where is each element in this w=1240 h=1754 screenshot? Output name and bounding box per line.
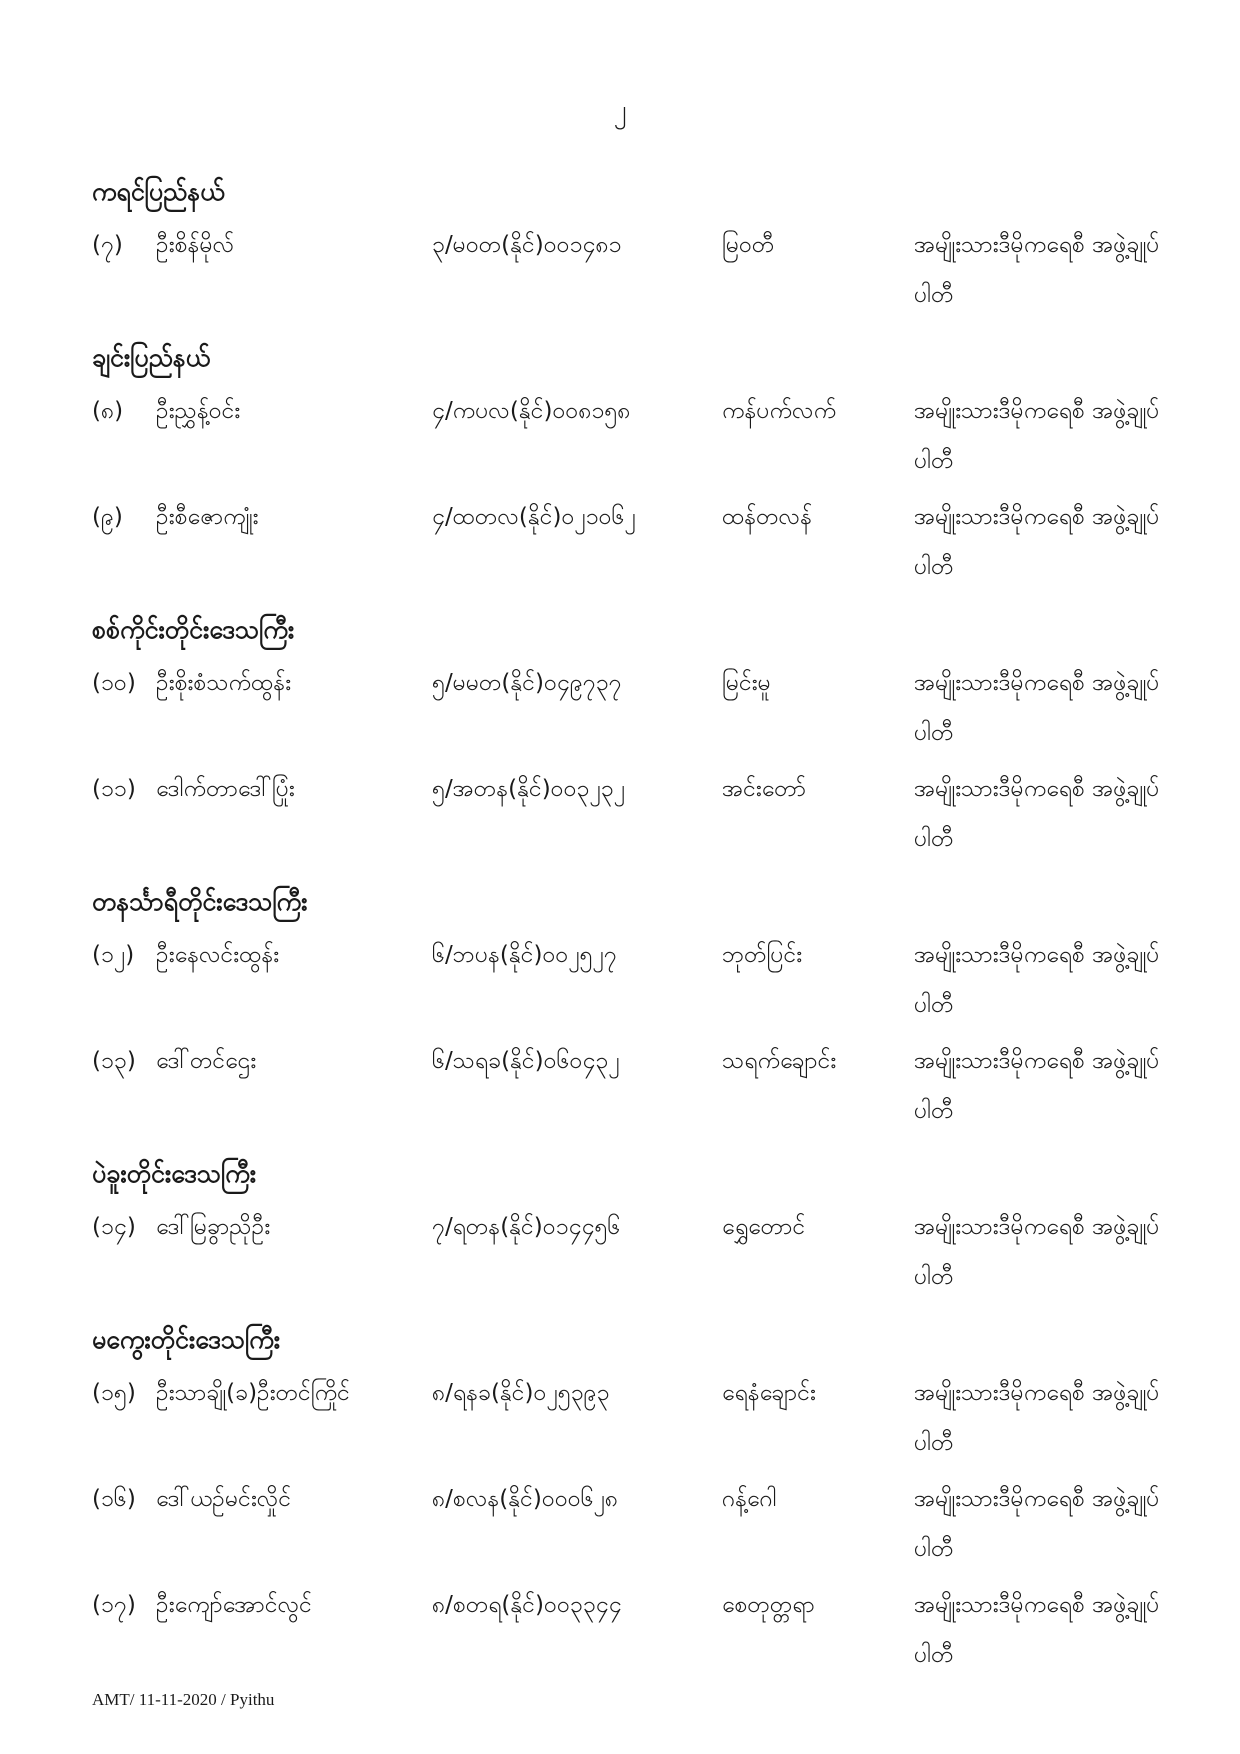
candidate-name: ဒေါက်တာဒေါ်ပြုံး — [156, 776, 295, 802]
region-heading: ကရင်ပြည်နယ် — [92, 177, 225, 206]
constituency: ကန်ပက်လက် — [722, 398, 837, 424]
candidate-number: (၁၅) — [92, 1380, 136, 1406]
constituency: ဂန့်ဂေါ — [722, 1486, 777, 1512]
footer-reference: AMT/ 11-11-2020 / Pyithu — [92, 1690, 275, 1709]
candidate-name: ဦးသာချို(ခ)ဦးတင်ကြိုင် — [156, 1380, 350, 1406]
region-heading: စစ်ကိုင်းတိုင်းဒေသကြီး — [92, 615, 295, 644]
party-name: အမျိုးသားဒီမိုကရေစီ အဖွဲ့ချုပ်ပါတီ — [914, 398, 1160, 474]
candidate-name: ဒေါ်တင်ဌေး — [156, 1048, 257, 1074]
candidate-nrc: ၃/မဝတ(နိုင်)၀၀၁၄၈၁ — [432, 232, 622, 258]
candidate-name: ဒေါ်ယဉ်မင်းလှိုင် — [156, 1486, 292, 1512]
candidate-number: (၉) — [92, 504, 123, 530]
candidate-nrc: ၆/သရခ(နိုင်)၀၆၀၄၃၂ — [432, 1048, 620, 1074]
candidate-nrc: ၈/စလန(နိုင်)၀၀၀၆၂၈ — [432, 1486, 619, 1512]
candidate-nrc: ၈/စတရ(နိုင်)၀၀၃၃၄၄ — [432, 1592, 622, 1618]
constituency: ရေနံချောင်း — [722, 1380, 816, 1406]
region-heading: ပဲခူးတိုင်းဒေသကြီး — [92, 1159, 257, 1188]
constituency: မြဝတီ — [722, 232, 775, 258]
candidate-row — [92, 1036, 1172, 1142]
candidate-row — [92, 1580, 1172, 1686]
page-number: ၂ — [613, 95, 627, 125]
candidate-name: ဦးစိန်မိုလ် — [156, 232, 235, 258]
candidate-nrc: ၅/အတန(နိုင်)၀၀၃၂၃၂ — [432, 776, 626, 802]
party-name: အမျိုးသားဒီမိုကရေစီ အဖွဲ့ချုပ်ပါတီ — [914, 1214, 1160, 1290]
party-name: အမျိုးသားဒီမိုကရေစီ အဖွဲ့ချုပ်ပါတီ — [914, 232, 1160, 308]
constituency: ရွှေတောင် — [722, 1214, 806, 1240]
constituency: အင်းတော် — [722, 776, 807, 802]
candidate-row — [92, 220, 1172, 326]
candidate-name: ဦးစိုးစံသက်ထွန်း — [156, 670, 292, 696]
region-heading: မကွေးတိုင်းဒေသကြီး — [92, 1325, 281, 1354]
candidate-row — [92, 930, 1172, 1036]
candidate-nrc: ၄/ထတလ(နိုင်)၀၂၁၀၆၂ — [432, 504, 636, 530]
constituency: သရက်ချောင်း — [722, 1048, 837, 1074]
party-name: အမျိုးသားဒီမိုကရေစီ အဖွဲ့ချုပ်ပါတီ — [914, 504, 1160, 580]
candidate-number: (၁၁) — [92, 776, 136, 802]
region-heading: ချင်းပြည်နယ် — [92, 343, 211, 372]
constituency: ထန်တလန် — [722, 504, 813, 530]
candidate-row — [92, 1474, 1172, 1580]
party-name: အမျိုးသားဒီမိုကရေစီ အဖွဲ့ချုပ်ပါတီ — [914, 1486, 1160, 1562]
party-name: အမျိုးသားဒီမိုကရေစီ အဖွဲ့ချုပ်ပါတီ — [914, 776, 1160, 852]
party-name: အမျိုးသားဒီမိုကရေစီ အဖွဲ့ချုပ်ပါတီ — [914, 942, 1160, 1018]
candidate-name: ဦးစီဇောကျုံး — [156, 504, 259, 530]
constituency: မြင်းမူ — [722, 670, 771, 696]
candidate-number: (၁၇) — [92, 1592, 136, 1618]
constituency: စေတုတ္တရာ — [722, 1592, 815, 1618]
constituency: ဘုတ်ပြင်း — [722, 942, 803, 968]
candidate-name: ဦးနေလင်းထွန်း — [156, 942, 280, 968]
candidate-name: ဦးကျော်အောင်လွင် — [156, 1592, 312, 1618]
candidate-list — [92, 160, 1172, 1686]
region-heading: တနင်္သာရီတိုင်းဒေသကြီး — [92, 887, 308, 916]
candidate-number: (၁၄) — [92, 1214, 136, 1240]
candidate-number: (၇) — [92, 232, 123, 258]
candidate-nrc: ၆/ဘပန(နိုင်)၀၀၂၅၂၇ — [432, 942, 617, 968]
candidate-row — [92, 492, 1172, 598]
candidate-nrc: ၄/ကပလ(နိုင်)၀၀၈၁၅၈ — [432, 398, 631, 424]
party-name: အမျိုးသားဒီမိုကရေစီ အဖွဲ့ချုပ်ပါတီ — [914, 1592, 1160, 1668]
candidate-number: (၁၂) — [92, 942, 135, 968]
candidate-nrc: ၇/ရတန(နိုင်)၀၁၄၄၅၆ — [432, 1214, 621, 1240]
party-name: အမျိုးသားဒီမိုကရေစီ အဖွဲ့ချုပ်ပါတီ — [914, 670, 1160, 746]
candidate-row — [92, 1368, 1172, 1474]
candidate-number: (၁၃) — [92, 1048, 136, 1074]
candidate-number: (၈) — [92, 398, 124, 424]
candidate-row — [92, 764, 1172, 870]
candidate-number: (၁၀) — [92, 670, 136, 696]
candidate-row — [92, 1202, 1172, 1308]
party-name: အမျိုးသားဒီမိုကရေစီ အဖွဲ့ချုပ်ပါတီ — [914, 1048, 1160, 1124]
candidate-number: (၁၆) — [92, 1486, 136, 1512]
party-name: အမျိုးသားဒီမိုကရေစီ အဖွဲ့ချုပ်ပါတီ — [914, 1380, 1160, 1456]
candidate-nrc: ၅/မမတ(နိုင်)၀၄၉၇၃၇ — [432, 670, 622, 696]
candidate-name: ဦးညွှန့်ဝင်း — [156, 398, 241, 424]
candidate-row — [92, 386, 1172, 492]
candidate-name: ဒေါ်မြခွာညိုဦး — [156, 1214, 271, 1240]
candidate-row — [92, 658, 1172, 764]
candidate-nrc: ၈/ရနခ(နိုင်)၀၂၅၃၉၃ — [432, 1380, 610, 1406]
